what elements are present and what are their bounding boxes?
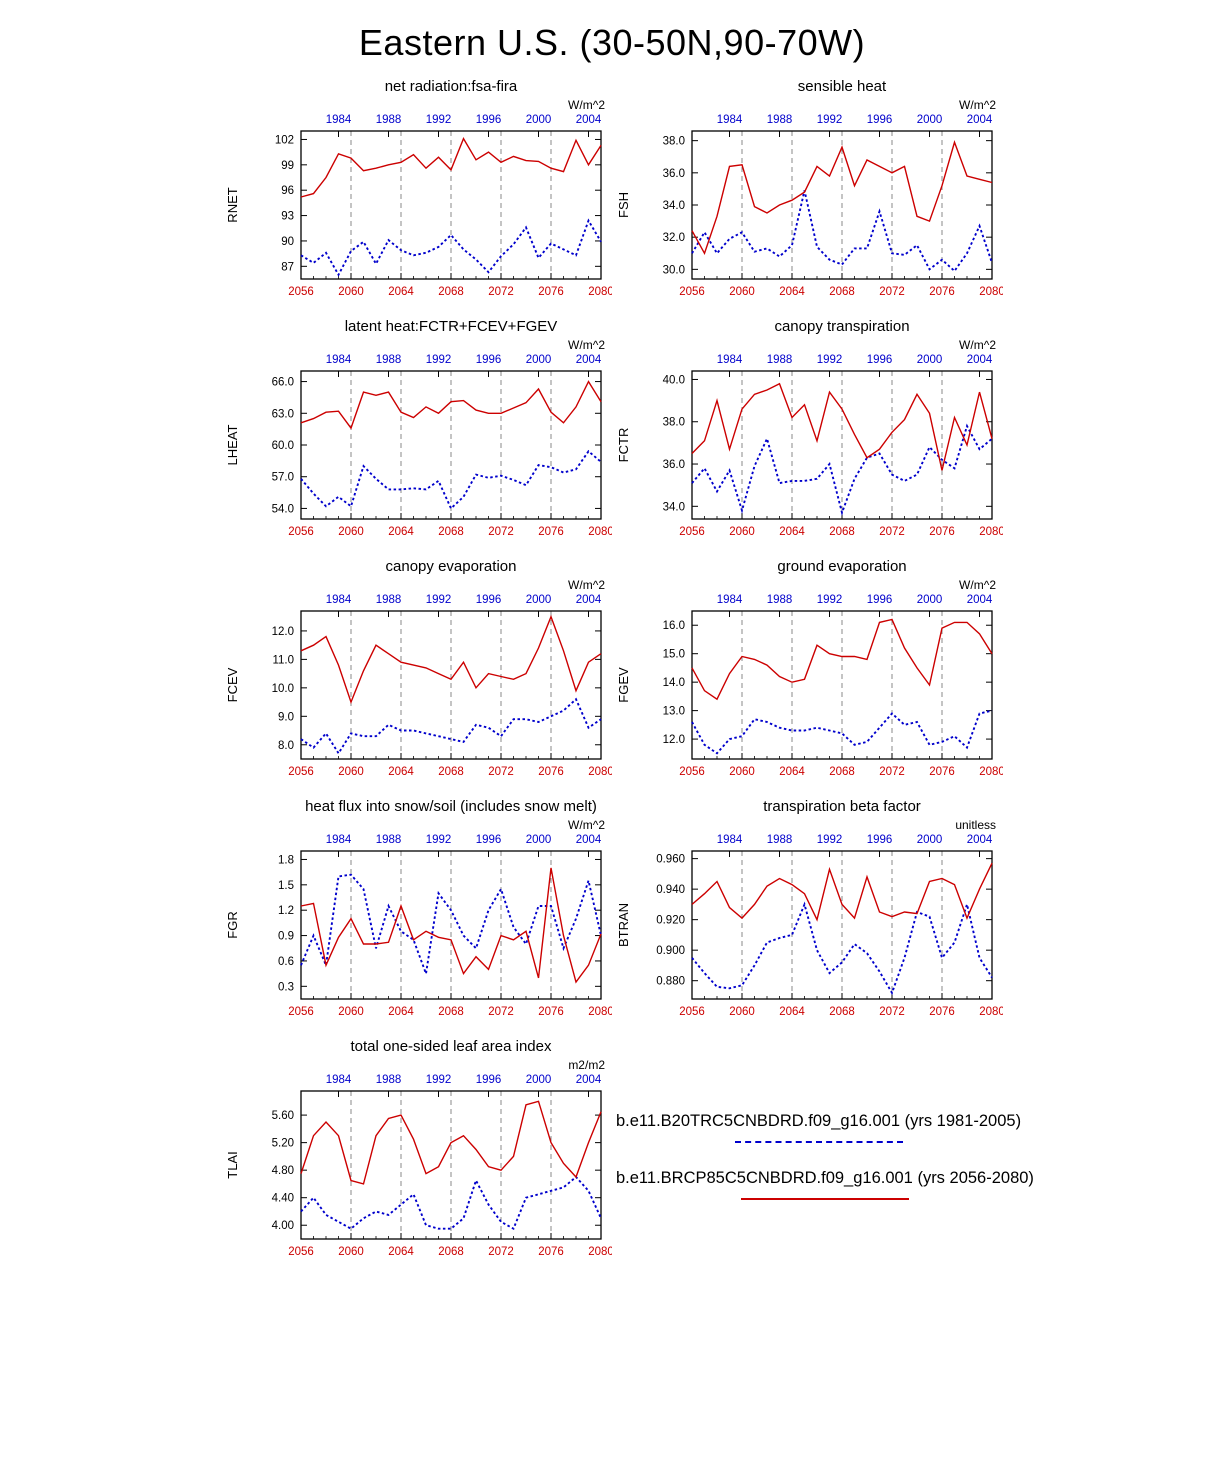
svg-text:1.8: 1.8 <box>278 854 294 867</box>
fgev-chart-svg <box>612 576 1003 792</box>
svg-text:2004: 2004 <box>575 354 602 366</box>
svg-text:2072: 2072 <box>879 526 905 538</box>
svg-text:BTRAN: BTRAN <box>616 902 631 948</box>
legend-line-solid-red <box>741 1198 909 1200</box>
svg-text:12.0: 12.0 <box>271 625 294 638</box>
svg-text:2080: 2080 <box>979 766 1003 778</box>
svg-text:m2/m2: m2/m2 <box>568 1058 605 1072</box>
fctr-chart <box>612 336 1003 557</box>
svg-text:1984: 1984 <box>325 1074 352 1086</box>
svg-text:9.0: 9.0 <box>278 711 294 724</box>
legend-label: b.e11.B20TRC5CNBDRD.f09_g16.001 (yrs 1981-2005) <box>616 1112 1022 1130</box>
svg-text:0.960: 0.960 <box>656 853 685 866</box>
svg-text:2004: 2004 <box>966 594 993 606</box>
svg-text:2060: 2060 <box>338 766 364 778</box>
svg-text:2072: 2072 <box>488 286 514 298</box>
svg-text:2080: 2080 <box>588 526 612 538</box>
svg-text:16.0: 16.0 <box>662 620 685 633</box>
svg-text:2056: 2056 <box>679 526 705 538</box>
svg-text:0.3: 0.3 <box>278 981 294 994</box>
svg-text:2076: 2076 <box>538 766 564 778</box>
svg-text:2076: 2076 <box>538 526 564 538</box>
figure-title: Eastern U.S. (30-50N,90-70W) <box>358 22 866 63</box>
svg-text:1992: 1992 <box>816 834 843 846</box>
svg-text:0.6: 0.6 <box>278 955 294 968</box>
svg-text:2076: 2076 <box>929 766 955 778</box>
svg-text:38.0: 38.0 <box>662 135 685 148</box>
legend-entry-rcp85 <box>616 1169 1034 1200</box>
svg-text:96: 96 <box>281 185 294 198</box>
svg-text:W/m^2: W/m^2 <box>568 338 605 352</box>
svg-text:2056: 2056 <box>288 766 314 778</box>
svg-text:2056: 2056 <box>288 1006 314 1018</box>
svg-text:2004: 2004 <box>966 354 993 366</box>
svg-text:W/m^2: W/m^2 <box>959 338 996 352</box>
svg-text:102: 102 <box>274 134 294 147</box>
svg-text:unitless: unitless <box>955 818 996 832</box>
rnet-chart <box>221 96 612 317</box>
svg-text:2064: 2064 <box>388 286 414 298</box>
svg-text:W/m^2: W/m^2 <box>959 98 996 112</box>
panel-rnet <box>221 78 612 314</box>
svg-text:4.40: 4.40 <box>271 1192 294 1205</box>
panel-title: ground evaporation <box>777 558 907 575</box>
svg-text:FCTR: FCTR <box>616 427 631 463</box>
svg-text:1992: 1992 <box>816 114 843 126</box>
panel-fcev <box>221 558 612 794</box>
svg-text:1996: 1996 <box>475 114 502 126</box>
svg-text:87: 87 <box>281 261 294 274</box>
svg-text:2000: 2000 <box>916 354 943 366</box>
svg-text:90: 90 <box>281 235 294 248</box>
svg-text:2060: 2060 <box>729 766 755 778</box>
svg-text:2056: 2056 <box>679 766 705 778</box>
svg-text:2004: 2004 <box>575 834 602 846</box>
svg-text:1984: 1984 <box>716 834 743 846</box>
svg-text:2064: 2064 <box>388 1006 414 1018</box>
panel-fctr <box>612 318 1003 554</box>
svg-text:54.0: 54.0 <box>271 503 294 516</box>
svg-text:2000: 2000 <box>525 834 552 846</box>
svg-text:2000: 2000 <box>525 594 552 606</box>
svg-text:13.0: 13.0 <box>662 705 685 718</box>
svg-text:2056: 2056 <box>679 286 705 298</box>
svg-text:2060: 2060 <box>338 526 364 538</box>
svg-text:2072: 2072 <box>879 766 905 778</box>
svg-text:1988: 1988 <box>375 1074 402 1086</box>
svg-text:2076: 2076 <box>929 286 955 298</box>
svg-text:2072: 2072 <box>879 286 905 298</box>
svg-text:2080: 2080 <box>588 1006 612 1018</box>
svg-text:FCEV: FCEV <box>225 667 240 703</box>
svg-text:2080: 2080 <box>588 286 612 298</box>
svg-text:1996: 1996 <box>475 594 502 606</box>
svg-text:1.5: 1.5 <box>278 879 294 892</box>
svg-text:2068: 2068 <box>438 1246 464 1258</box>
btran-chart-svg <box>612 816 1003 1032</box>
svg-text:2004: 2004 <box>575 114 602 126</box>
svg-text:2004: 2004 <box>575 1074 602 1086</box>
svg-text:TLAI: TLAI <box>225 1151 240 1179</box>
svg-text:15.0: 15.0 <box>662 648 685 661</box>
svg-text:0.900: 0.900 <box>656 945 685 958</box>
rnet-chart-svg <box>221 96 612 312</box>
svg-text:2060: 2060 <box>729 286 755 298</box>
svg-text:1996: 1996 <box>475 834 502 846</box>
svg-text:40.0: 40.0 <box>662 374 685 387</box>
svg-text:2056: 2056 <box>679 1006 705 1018</box>
svg-text:2068: 2068 <box>829 526 855 538</box>
svg-text:1992: 1992 <box>425 114 452 126</box>
svg-text:2068: 2068 <box>438 286 464 298</box>
svg-text:2068: 2068 <box>438 766 464 778</box>
svg-text:LHEAT: LHEAT <box>225 424 240 466</box>
svg-text:1984: 1984 <box>325 114 352 126</box>
svg-text:10.0: 10.0 <box>271 682 294 695</box>
svg-text:1996: 1996 <box>866 114 893 126</box>
svg-text:W/m^2: W/m^2 <box>959 578 996 592</box>
svg-text:2072: 2072 <box>879 1006 905 1018</box>
svg-text:2000: 2000 <box>916 834 943 846</box>
svg-text:1992: 1992 <box>425 1074 452 1086</box>
svg-text:0.9: 0.9 <box>278 930 294 943</box>
svg-text:2060: 2060 <box>729 1006 755 1018</box>
svg-text:2056: 2056 <box>288 286 314 298</box>
lheat-chart-svg <box>221 336 612 552</box>
svg-text:2004: 2004 <box>966 834 993 846</box>
svg-text:2000: 2000 <box>916 594 943 606</box>
svg-text:34.0: 34.0 <box>662 200 685 212</box>
svg-text:1984: 1984 <box>716 114 743 126</box>
svg-text:0.920: 0.920 <box>656 914 685 927</box>
panel-tlai <box>221 1038 612 1274</box>
fsh-chart <box>612 96 1003 317</box>
svg-text:FSH: FSH <box>616 192 631 218</box>
tlai-chart-svg <box>221 1056 612 1272</box>
panel-title: canopy transpiration <box>774 318 910 335</box>
fgr-chart-svg <box>221 816 612 1032</box>
svg-text:2060: 2060 <box>338 1006 364 1018</box>
panel-title: sensible heat <box>797 78 887 95</box>
svg-text:1996: 1996 <box>475 354 502 366</box>
fctr-chart-svg <box>612 336 1003 552</box>
svg-text:2072: 2072 <box>488 766 514 778</box>
svg-text:2068: 2068 <box>829 766 855 778</box>
svg-text:2076: 2076 <box>538 1246 564 1258</box>
svg-text:0.940: 0.940 <box>656 884 685 897</box>
svg-text:36.0: 36.0 <box>662 459 685 472</box>
svg-text:1996: 1996 <box>475 1074 502 1086</box>
fcev-chart-svg <box>221 576 612 792</box>
svg-text:30.0: 30.0 <box>662 264 685 277</box>
svg-text:1992: 1992 <box>425 594 452 606</box>
svg-text:38.0: 38.0 <box>662 416 685 429</box>
svg-text:1988: 1988 <box>766 114 793 126</box>
panel-title: net radiation:fsa-fira <box>384 78 518 95</box>
svg-text:2076: 2076 <box>929 1006 955 1018</box>
svg-text:2064: 2064 <box>779 286 805 298</box>
svg-text:1988: 1988 <box>375 114 402 126</box>
svg-text:1996: 1996 <box>866 594 893 606</box>
svg-text:14.0: 14.0 <box>662 677 685 690</box>
svg-text:12.0: 12.0 <box>662 734 685 747</box>
panel-fgev <box>612 558 1003 794</box>
svg-text:RNET: RNET <box>225 187 240 223</box>
svg-text:1.2: 1.2 <box>278 905 294 918</box>
tlai-chart <box>221 1056 612 1277</box>
svg-text:1984: 1984 <box>325 594 352 606</box>
svg-text:1992: 1992 <box>816 594 843 606</box>
svg-text:1988: 1988 <box>375 354 402 366</box>
svg-text:2080: 2080 <box>588 1246 612 1258</box>
svg-text:2000: 2000 <box>916 114 943 126</box>
svg-text:2080: 2080 <box>979 286 1003 298</box>
svg-text:2064: 2064 <box>388 1246 414 1258</box>
svg-text:5.20: 5.20 <box>271 1137 294 1150</box>
svg-text:2000: 2000 <box>525 1074 552 1086</box>
svg-text:2004: 2004 <box>575 594 602 606</box>
lheat-chart <box>221 336 612 557</box>
fgev-chart <box>612 576 1003 797</box>
svg-text:2056: 2056 <box>288 526 314 538</box>
svg-text:FGEV: FGEV <box>616 667 631 703</box>
svg-text:1984: 1984 <box>716 594 743 606</box>
legend-label: b.e11.BRCP85C5CNBDRD.f09_g16.001 (yrs 2056-2080) <box>616 1169 1034 1187</box>
panel-fsh <box>612 78 1003 314</box>
svg-text:2064: 2064 <box>388 526 414 538</box>
svg-text:5.60: 5.60 <box>271 1110 294 1123</box>
svg-text:34.0: 34.0 <box>662 501 685 514</box>
svg-text:2072: 2072 <box>488 1246 514 1258</box>
svg-text:36.0: 36.0 <box>662 167 685 180</box>
panel-title: transpiration beta factor <box>763 798 921 815</box>
svg-text:1996: 1996 <box>866 834 893 846</box>
legend <box>612 1038 1034 1274</box>
btran-chart <box>612 816 1003 1037</box>
panel-fgr <box>221 798 612 1034</box>
svg-text:60.0: 60.0 <box>271 440 294 452</box>
svg-text:2056: 2056 <box>288 1246 314 1258</box>
svg-text:2068: 2068 <box>829 286 855 298</box>
svg-text:2072: 2072 <box>488 526 514 538</box>
svg-text:1988: 1988 <box>375 594 402 606</box>
svg-text:1988: 1988 <box>766 354 793 366</box>
svg-text:1992: 1992 <box>425 354 452 366</box>
svg-text:57.0: 57.0 <box>271 471 294 484</box>
svg-text:W/m^2: W/m^2 <box>568 98 605 112</box>
svg-text:FGR: FGR <box>225 911 240 939</box>
panel-title: total one-sided leaf area index <box>350 1038 552 1055</box>
svg-text:2076: 2076 <box>538 1006 564 1018</box>
svg-text:2080: 2080 <box>588 766 612 778</box>
svg-text:2060: 2060 <box>338 1246 364 1258</box>
svg-text:W/m^2: W/m^2 <box>568 818 605 832</box>
svg-text:2064: 2064 <box>388 766 414 778</box>
svg-text:2060: 2060 <box>338 286 364 298</box>
svg-text:2072: 2072 <box>488 1006 514 1018</box>
svg-text:2076: 2076 <box>538 286 564 298</box>
svg-text:1984: 1984 <box>325 834 352 846</box>
svg-text:W/m^2: W/m^2 <box>568 578 605 592</box>
svg-text:2068: 2068 <box>829 1006 855 1018</box>
svg-text:1992: 1992 <box>816 354 843 366</box>
svg-text:2076: 2076 <box>929 526 955 538</box>
svg-text:2064: 2064 <box>779 526 805 538</box>
legend-line-dashed-blue <box>735 1141 903 1143</box>
svg-text:2064: 2064 <box>779 766 805 778</box>
svg-text:4.00: 4.00 <box>271 1220 294 1233</box>
svg-text:1992: 1992 <box>425 834 452 846</box>
panel-btran <box>612 798 1003 1034</box>
panel-lheat <box>221 318 612 554</box>
svg-text:2000: 2000 <box>525 354 552 366</box>
svg-text:1988: 1988 <box>766 834 793 846</box>
svg-text:11.0: 11.0 <box>272 654 294 667</box>
svg-text:2000: 2000 <box>525 114 552 126</box>
fgr-chart <box>221 816 612 1037</box>
svg-text:1984: 1984 <box>716 354 743 366</box>
svg-text:2064: 2064 <box>779 1006 805 1018</box>
panel-title: canopy evaporation <box>385 558 517 575</box>
svg-text:2004: 2004 <box>966 114 993 126</box>
legend-entry-b20trc <box>616 1112 1021 1143</box>
fsh-chart-svg <box>612 96 1003 312</box>
svg-text:2060: 2060 <box>729 526 755 538</box>
svg-text:0.880: 0.880 <box>656 975 685 988</box>
panel-title: heat flux into snow/soil (includes snow melt) <box>305 798 597 815</box>
svg-text:2068: 2068 <box>438 1006 464 1018</box>
svg-text:1984: 1984 <box>325 354 352 366</box>
panel-title: latent heat:FCTR+FCEV+FGEV <box>344 318 558 335</box>
svg-text:32.0: 32.0 <box>662 232 685 245</box>
svg-text:63.0: 63.0 <box>271 408 294 421</box>
svg-text:99: 99 <box>281 159 294 172</box>
svg-text:8.0: 8.0 <box>278 739 294 752</box>
svg-text:2080: 2080 <box>979 526 1003 538</box>
svg-text:1988: 1988 <box>766 594 793 606</box>
svg-text:93: 93 <box>281 210 294 223</box>
svg-text:2080: 2080 <box>979 1006 1003 1018</box>
fcev-chart <box>221 576 612 797</box>
svg-text:1988: 1988 <box>375 834 402 846</box>
svg-text:66.0: 66.0 <box>271 376 294 389</box>
svg-text:4.80: 4.80 <box>271 1165 294 1178</box>
svg-text:2068: 2068 <box>438 526 464 538</box>
panel-grid <box>221 78 1034 1274</box>
svg-text:1996: 1996 <box>866 354 893 366</box>
